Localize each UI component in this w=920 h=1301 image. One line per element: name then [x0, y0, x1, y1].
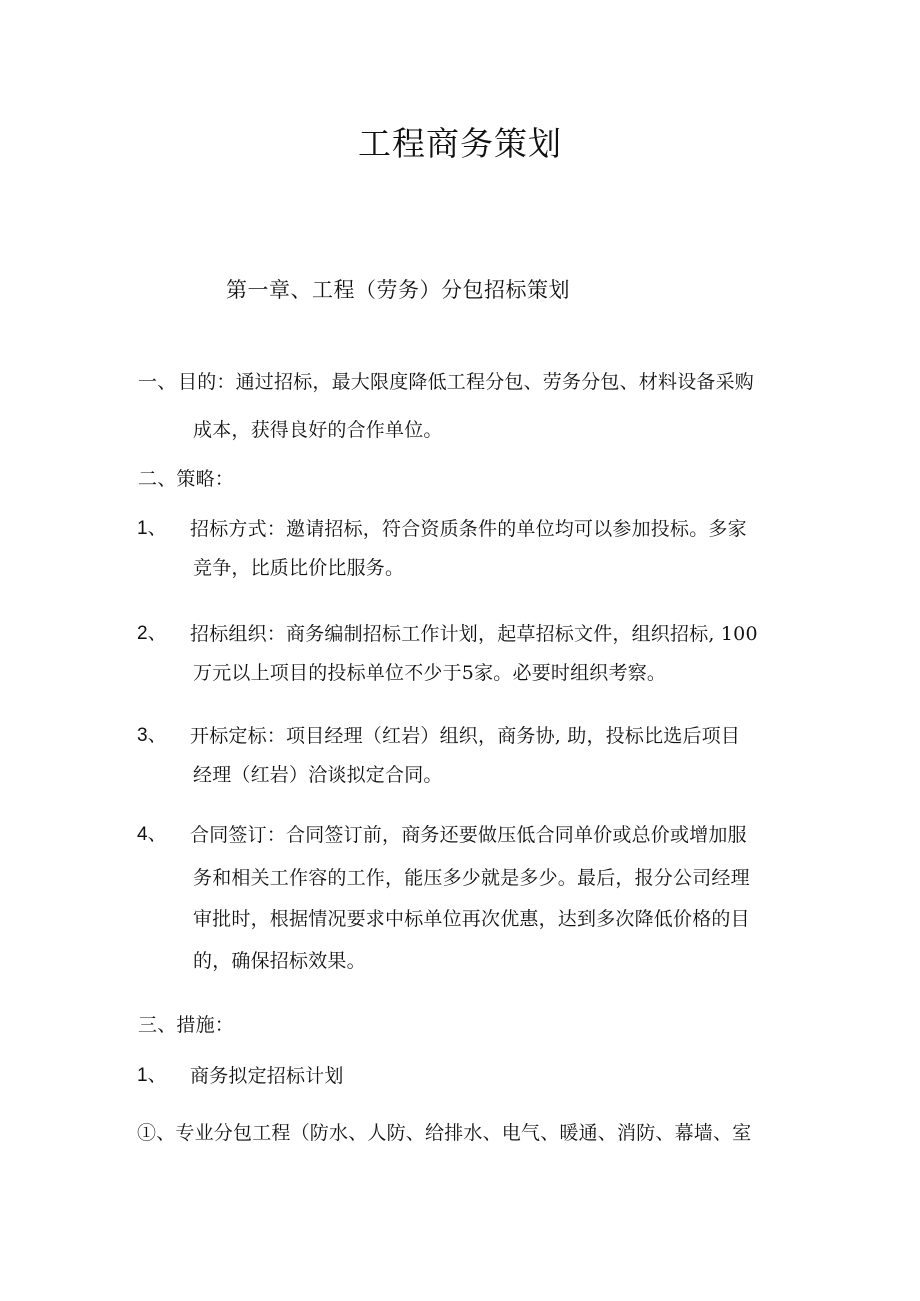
item-4-line-3: 审批时，根据情况要求中标单位再次优惠，达到多次降低价格的目: [193, 908, 750, 930]
section-1-line-1: 目的：通过招标，最大限度降低工程分包、劳务分包、材料设备采购: [178, 371, 755, 393]
chapter-heading: 第一章、工程（劳务）分包招标策划: [226, 278, 570, 302]
section-3-item-1-number: 1、: [137, 1065, 167, 1086]
section-3-item-1-text: 商务拟定招标计划: [190, 1065, 344, 1087]
item-1-line-2: 竞争，比质比价比服务。: [193, 557, 405, 579]
document-title: 工程商务策划: [358, 124, 562, 163]
section-1-line-2: 成本，获得良好的合作单位。: [193, 419, 443, 441]
section-1-label: 一、: [138, 371, 177, 393]
section-3-label: 三、措施：: [138, 1014, 235, 1036]
item-3-number: 3、: [137, 725, 167, 746]
item-4-line-1: 合同签订：合同签订前，商务还要做压低合同单价或总价或增加服: [190, 824, 747, 846]
item-4-number: 4、: [137, 824, 167, 845]
item-1-number: 1、: [137, 518, 167, 539]
section-2-label: 二、策略：: [138, 468, 235, 490]
item-4-line-4: 的，确保招标效果。: [193, 950, 366, 972]
item-3-line-2: 经理（红岩）洽谈拟定合同。: [193, 764, 443, 786]
item-4-line-2: 务和相关工作容的工作，能压多少就是多少。最后，报分公司经理: [193, 867, 750, 889]
item-2-number: 2、: [137, 623, 167, 644]
item-2-line-1: 招标组织：商务编制招标工作计划，起草招标文件，组织招标, 100: [190, 623, 758, 645]
item-1-line-1: 招标方式：邀请招标，符合资质条件的单位均可以参加投标。多家: [190, 518, 747, 540]
section-3-subitem-1: ①、专业分包工程（防水、人防、给排水、电气、暖通、消防、幕墙、室: [137, 1122, 752, 1144]
item-3-line-1: 开标定标：项目经理（红岩）组织，商务协, 助，投标比选后项目: [190, 725, 741, 747]
item-2-line-2: 万元以上项目的投标单位不少于5家。必要时组织考察。: [193, 662, 667, 684]
